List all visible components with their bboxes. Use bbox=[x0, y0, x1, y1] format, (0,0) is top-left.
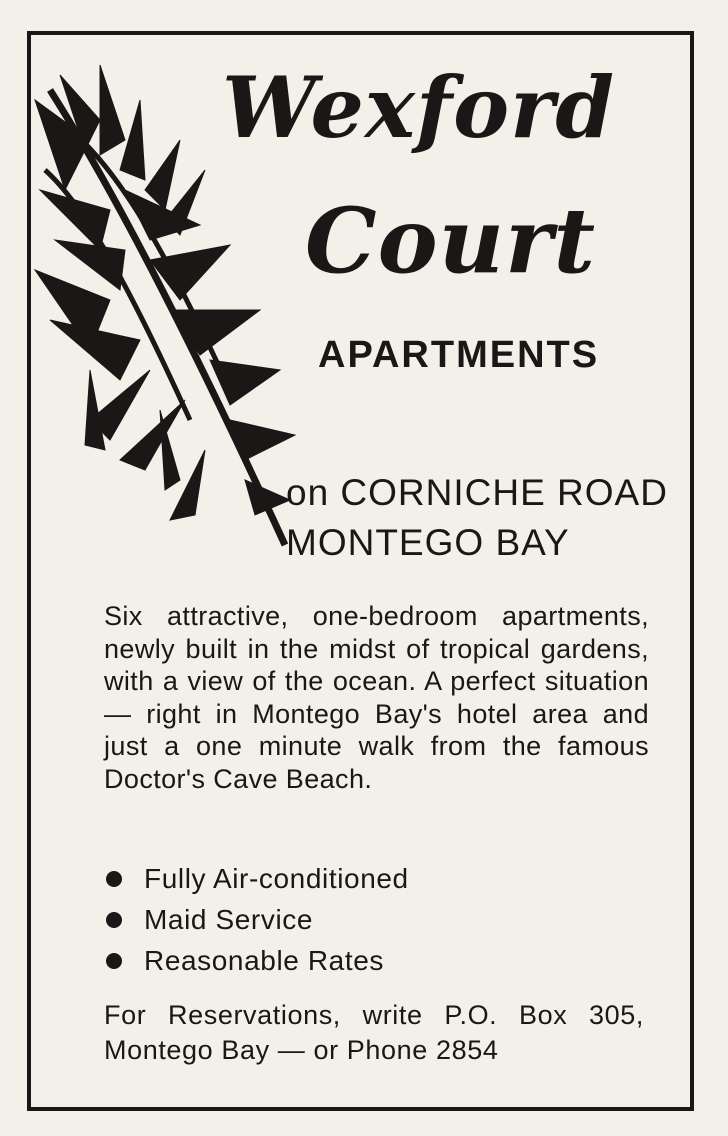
address-line-2: MONTEGO BAY bbox=[286, 522, 570, 563]
address-line-1: on CORNICHE ROAD bbox=[286, 472, 668, 513]
bullet-icon bbox=[106, 871, 122, 887]
feature-list bbox=[104, 858, 409, 981]
feature-label: Reasonable Rates bbox=[144, 945, 384, 976]
list-item bbox=[104, 940, 409, 981]
reservation-info: For Reservations, write P.O. Box 305, Montego Bay — or Phone 2854 bbox=[104, 1000, 644, 1065]
title-line-2: Court bbox=[305, 188, 597, 294]
list-item bbox=[104, 858, 409, 899]
title-line-1: Wexford bbox=[222, 58, 616, 157]
feature-label: Fully Air-conditioned bbox=[144, 863, 409, 894]
description: Six attractive, one-bedroom apartments, newly built in the midst of tropical gardens, with a view of the ocean. A perfect situation — right in Montego Bay's hotel area and just a one minute walk from the famous Doctor's Cave Beach. bbox=[104, 601, 649, 794]
feature-label: Maid Service bbox=[144, 904, 314, 935]
subtitle: APARTMENTS bbox=[318, 334, 600, 376]
bullet-icon bbox=[106, 912, 122, 928]
list-item bbox=[104, 899, 409, 940]
bullet-icon bbox=[106, 953, 122, 969]
